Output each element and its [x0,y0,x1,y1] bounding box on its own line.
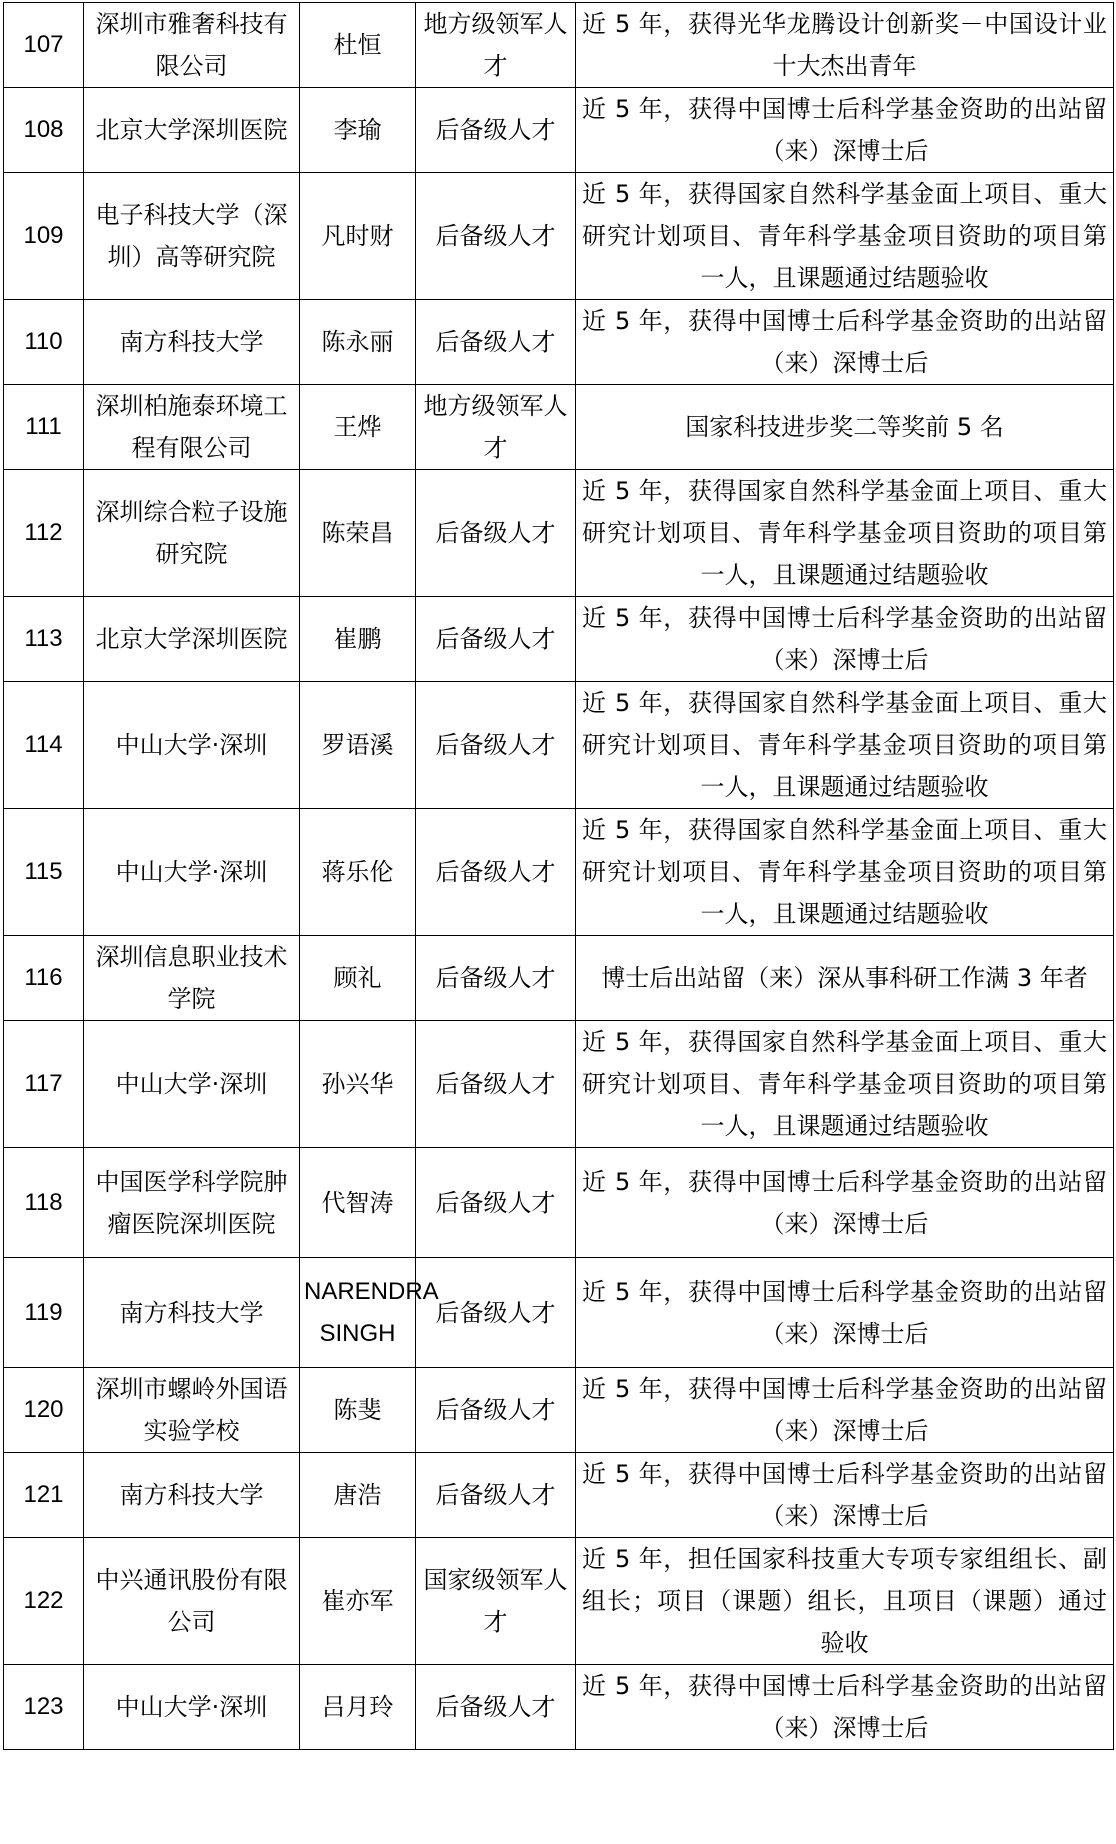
table-row [4,1453,1114,1538]
organization-cell: 深圳市雅奢科技有限公司 [84,3,300,88]
qualification-basis-cell: 近 5 年，获得中国博士后科学基金资助的出站留（来）深博士后 [576,1258,1114,1368]
person-name-cell: 唐浩 [300,1453,416,1538]
organization-cell: 中山大学·深圳 [84,1021,300,1148]
table-row [4,173,1114,300]
talent-category-cell: 后备级人才 [416,1021,576,1148]
row-number-cell: 111 [4,385,84,470]
organization-cell: 电子科技大学（深圳）高等研究院 [84,173,300,300]
talent-category-cell: 后备级人才 [416,470,576,597]
table-row [4,1258,1114,1368]
talent-category-cell: 后备级人才 [416,300,576,385]
row-number-cell: 112 [4,470,84,597]
qualification-basis-cell: 近 5 年，获得国家自然科学基金面上项目、重大研究计划项目、青年科学基金项目资助的项目第一人，且课题通过结题验收 [576,470,1114,597]
organization-cell: 南方科技大学 [84,1453,300,1538]
row-number-cell: 113 [4,597,84,682]
person-name-cell: 代智涛 [300,1148,416,1258]
row-number-cell: 117 [4,1021,84,1148]
qualification-basis-cell: 近 5 年，获得中国博士后科学基金资助的出站留（来）深博士后 [576,597,1114,682]
organization-cell: 深圳综合粒子设施研究院 [84,470,300,597]
row-number-cell: 110 [4,300,84,385]
table-row [4,936,1114,1021]
person-name-cell: 罗语溪 [300,682,416,809]
table-row [4,1665,1114,1750]
talent-roster-table [3,2,1114,1750]
talent-category-cell: 后备级人才 [416,682,576,809]
organization-cell: 北京大学深圳医院 [84,88,300,173]
talent-category-cell: 地方级领军人才 [416,3,576,88]
qualification-basis-cell: 近 5 年，获得中国博士后科学基金资助的出站留（来）深博士后 [576,88,1114,173]
organization-cell: 中国医学科学院肿瘤医院深圳医院 [84,1148,300,1258]
qualification-basis-cell: 近 5 年，获得国家自然科学基金面上项目、重大研究计划项目、青年科学基金项目资助的项目第一人，且课题通过结题验收 [576,1021,1114,1148]
qualification-basis-cell: 近 5 年，担任国家科技重大专项专家组组长、副组长；项目（课题）组长，且项目（课题）通过验收 [576,1538,1114,1665]
person-name-cell: 吕月玲 [300,1665,416,1750]
organization-cell: 北京大学深圳医院 [84,597,300,682]
qualification-basis-cell: 近 5 年，获得国家自然科学基金面上项目、重大研究计划项目、青年科学基金项目资助的项目第一人，且课题通过结题验收 [576,173,1114,300]
row-number-cell: 118 [4,1148,84,1258]
talent-category-cell: 后备级人才 [416,809,576,936]
row-number-cell: 119 [4,1258,84,1368]
row-number-cell: 121 [4,1453,84,1538]
person-name-cell: 陈荣昌 [300,470,416,597]
person-name-cell: 李瑜 [300,88,416,173]
talent-category-cell: 后备级人才 [416,1148,576,1258]
row-number-cell: 107 [4,3,84,88]
table-row [4,300,1114,385]
talent-category-cell: 后备级人才 [416,936,576,1021]
organization-cell: 中山大学·深圳 [84,809,300,936]
row-number-cell: 108 [4,88,84,173]
table-row [4,682,1114,809]
talent-category-cell: 后备级人才 [416,1368,576,1453]
table-row [4,1148,1114,1258]
person-name-cell: 陈永丽 [300,300,416,385]
talent-category-cell: 后备级人才 [416,1453,576,1538]
qualification-basis-cell: 近 5 年，获得中国博士后科学基金资助的出站留（来）深博士后 [576,1453,1114,1538]
talent-category-cell: 后备级人才 [416,173,576,300]
row-number-cell: 122 [4,1538,84,1665]
table-row [4,1021,1114,1148]
talent-category-cell: 后备级人才 [416,1665,576,1750]
row-number-cell: 123 [4,1665,84,1750]
talent-category-cell: 国家级领军人才 [416,1538,576,1665]
qualification-basis-cell: 近 5 年，获得国家自然科学基金面上项目、重大研究计划项目、青年科学基金项目资助的项目第一人，且课题通过结题验收 [576,809,1114,936]
table-row [4,1538,1114,1665]
organization-cell: 深圳市螺岭外国语实验学校 [84,1368,300,1453]
person-name-cell: 崔亦军 [300,1538,416,1665]
table-row [4,88,1114,173]
qualification-basis-cell: 国家科技进步奖二等奖前 5 名 [576,385,1114,470]
table-row [4,809,1114,936]
talent-category-cell: 后备级人才 [416,1258,576,1368]
table-row [4,597,1114,682]
row-number-cell: 109 [4,173,84,300]
organization-cell: 南方科技大学 [84,1258,300,1368]
table-row [4,470,1114,597]
talent-roster-body [4,3,1114,1750]
person-name-cell: 蒋乐伦 [300,809,416,936]
person-name-cell: 凡时财 [300,173,416,300]
organization-cell: 中山大学·深圳 [84,1665,300,1750]
qualification-basis-cell: 近 5 年，获得中国博士后科学基金资助的出站留（来）深博士后 [576,300,1114,385]
qualification-basis-cell: 博士后出站留（来）深从事科研工作满 3 年者 [576,936,1114,1021]
qualification-basis-cell: 近 5 年，获得中国博士后科学基金资助的出站留（来）深博士后 [576,1148,1114,1258]
organization-cell: 深圳柏施泰环境工程有限公司 [84,385,300,470]
talent-category-cell: 地方级领军人才 [416,385,576,470]
qualification-basis-cell: 近 5 年，获得国家自然科学基金面上项目、重大研究计划项目、青年科学基金项目资助的项目第一人，且课题通过结题验收 [576,682,1114,809]
row-number-cell: 120 [4,1368,84,1453]
row-number-cell: 114 [4,682,84,809]
qualification-basis-cell: 近 5 年，获得中国博士后科学基金资助的出站留（来）深博士后 [576,1665,1114,1750]
person-name-cell: 孙兴华 [300,1021,416,1148]
organization-cell: 中兴通讯股份有限公司 [84,1538,300,1665]
row-number-cell: 115 [4,809,84,936]
row-number-cell: 116 [4,936,84,1021]
talent-category-cell: 后备级人才 [416,88,576,173]
person-name-cell: NARENDRA SINGH [300,1258,416,1368]
person-name-cell: 顾礼 [300,936,416,1021]
qualification-basis-cell: 近 5 年，获得中国博士后科学基金资助的出站留（来）深博士后 [576,1368,1114,1453]
organization-cell: 深圳信息职业技术学院 [84,936,300,1021]
table-row [4,3,1114,88]
qualification-basis-cell: 近 5 年，获得光华龙腾设计创新奖－中国设计业十大杰出青年 [576,3,1114,88]
person-name-cell: 王烨 [300,385,416,470]
table-row [4,1368,1114,1453]
talent-category-cell: 后备级人才 [416,597,576,682]
person-name-cell: 崔鹏 [300,597,416,682]
person-name-cell: 陈斐 [300,1368,416,1453]
person-name-cell: 杜恒 [300,3,416,88]
organization-cell: 中山大学·深圳 [84,682,300,809]
table-row [4,385,1114,470]
organization-cell: 南方科技大学 [84,300,300,385]
